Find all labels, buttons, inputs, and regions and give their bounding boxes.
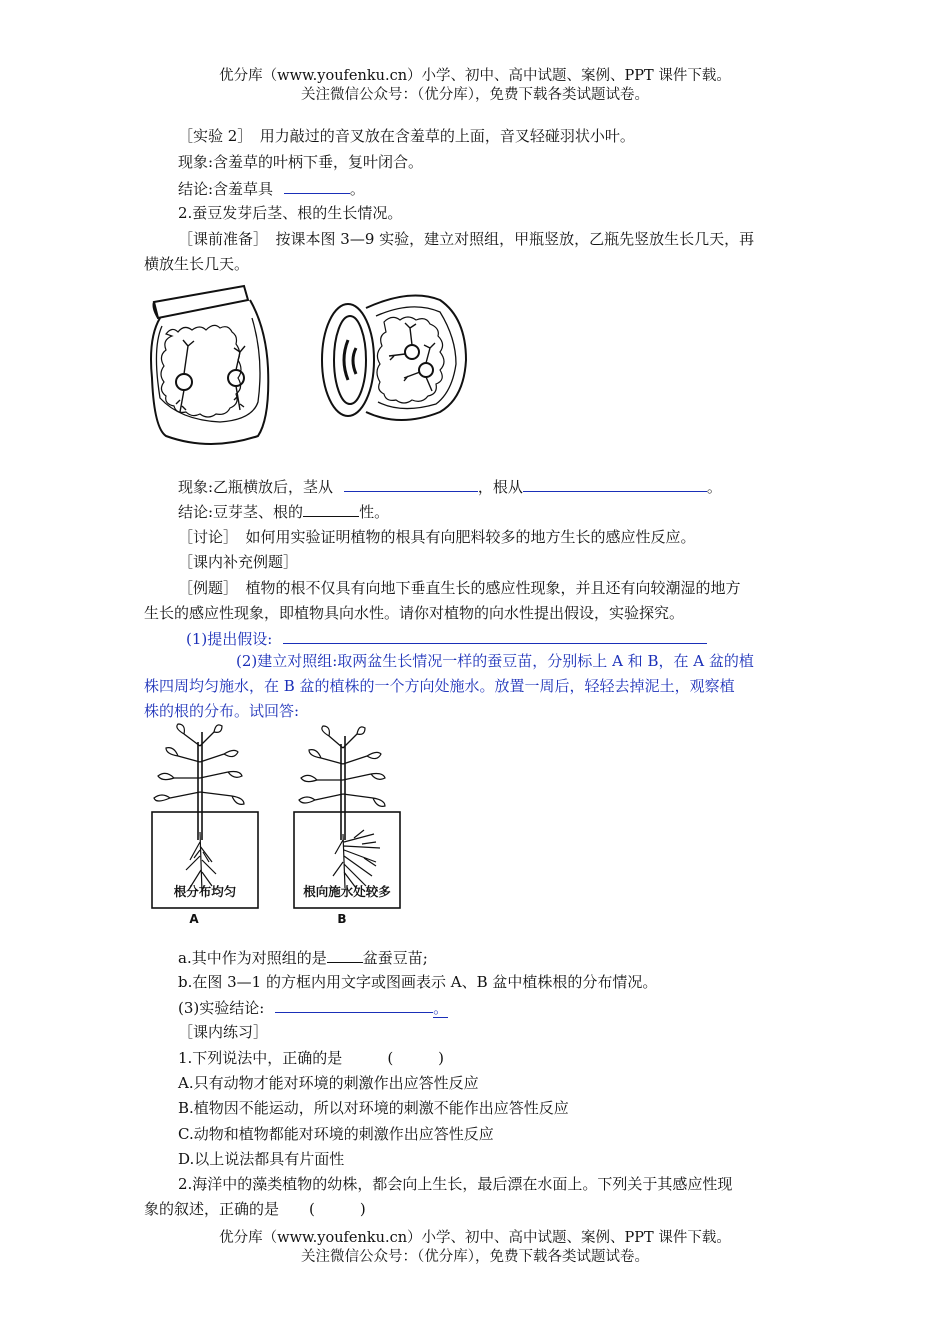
caption-b: B bbox=[337, 912, 347, 926]
footer-line-2: 关注微信公众号：（优分库），免费下载各类试题试卷。 bbox=[301, 1249, 649, 1265]
plant-a-roots bbox=[186, 832, 216, 892]
question-2-line-3: 株的根的分布。试回答: bbox=[144, 702, 300, 720]
question-a-text: a.其中作为对照组的是 bbox=[178, 949, 327, 967]
question-1-hypothesis bbox=[186, 628, 707, 649]
question-b: b.在图 3—1 的方框内用文字或图画表示 A、B 盆中植株根的分布情况。 bbox=[178, 973, 658, 991]
conclusion-2-text-b: 性。 bbox=[359, 503, 390, 521]
footer-line-1: 优分库（www.youfenku.cn）小学、初中、高中试题、案例、PPT 课件下载。 bbox=[219, 1230, 731, 1246]
question-3-end: 。 bbox=[433, 999, 449, 1017]
horizontal-jar-illustration bbox=[322, 296, 466, 421]
question-a-end: 盆蚕豆苗; bbox=[362, 949, 428, 967]
practice-heading: ［课内练习］ bbox=[178, 1023, 269, 1041]
plant-a-stem bbox=[198, 732, 202, 840]
blank-stem-direction[interactable] bbox=[344, 476, 478, 492]
blank-conclusion-1[interactable] bbox=[284, 178, 350, 194]
phenomenon-2-text-a: 现象:乙瓶横放后，茎从 bbox=[178, 478, 334, 496]
phenomenon-2-text-b: ，根从 bbox=[477, 478, 523, 496]
blank-conclusion-3[interactable] bbox=[275, 997, 433, 1013]
jar-figure bbox=[140, 278, 470, 456]
question-a bbox=[178, 947, 428, 968]
phenomenon-2-text-c: 。 bbox=[706, 478, 722, 496]
plant-pots-figure bbox=[142, 722, 402, 928]
question-1-text: (1)提出假设: bbox=[186, 630, 273, 648]
discussion: ［讨论］ 如何用实验证明植物的根具有向肥料较多的地方生长的感应性反应。 bbox=[178, 528, 696, 546]
example-line-1: ［例题］ 植物的根不仅具有向地下垂直生长的感应性现象，并且还有向较潮湿的地方 bbox=[178, 579, 741, 597]
item-2-title: 2.蚕豆发芽后茎、根的生长情况。 bbox=[178, 204, 403, 222]
caption-a: A bbox=[189, 912, 199, 926]
conclusion-1-text: 结论:含羞草具 bbox=[178, 180, 274, 198]
phenomenon-1: 现象:含羞草的叶柄下垂，复叶闭合。 bbox=[178, 153, 424, 171]
plant-b-roots bbox=[333, 830, 380, 888]
conclusion-2-text-a: 结论:豆芽茎、根的 bbox=[178, 503, 304, 521]
pot-b-label: 根向施水处较多 bbox=[303, 884, 391, 899]
blank-root-direction[interactable] bbox=[523, 476, 707, 492]
blank-control-group[interactable] bbox=[327, 947, 363, 963]
question-3 bbox=[178, 997, 448, 1018]
question-2-line-1: (2)建立对照组:取两盆生长情况一样的蚕豆苗，分别标上 A 和 B，在 A 盆的植 bbox=[236, 652, 754, 670]
upright-jar-illustration bbox=[151, 286, 268, 444]
practice-q2-line-1: 2.海洋中的藻类植物的幼株，都会向上生长，最后漂在水面上。下列关于其感应性现 bbox=[178, 1175, 733, 1193]
practice-q1-option-a: A.只有动物才能对环境的刺激作出应答性反应 bbox=[178, 1074, 479, 1092]
conclusion-1-end: 。 bbox=[349, 180, 365, 198]
conclusion-1 bbox=[178, 178, 365, 199]
practice-q2-line-2: 象的叙述，正确的是 ( ) bbox=[144, 1200, 366, 1218]
prep-line-2: 横放生长几天。 bbox=[144, 255, 250, 273]
blank-conclusion-2[interactable] bbox=[303, 501, 359, 517]
practice-q1-option-c: C.动物和植物都能对环境的刺激作出应答性反应 bbox=[178, 1125, 494, 1143]
practice-q1-option-d: D.以上说法都具有片面性 bbox=[178, 1150, 345, 1168]
question-2-line-2: 株四周均匀施水，在 B 盆的植株的一个方向处施水。放置一周后，轻轻去掉泥土，观察植 bbox=[144, 677, 735, 695]
pot-a-label: 根分布均匀 bbox=[173, 884, 237, 899]
experiment-2-text: ［实验 2］ 用力敲过的音叉放在含羞草的上面，音叉轻碰羽状小叶。 bbox=[178, 127, 635, 145]
practice-q1-option-b: B.植物因不能运动，所以对环境的刺激不能作出应答性反应 bbox=[178, 1099, 569, 1117]
conclusion-2 bbox=[178, 501, 389, 522]
header-line-1: 优分库（www.youfenku.cn）小学、初中、高中试题、案例、PPT 课件下载。 bbox=[219, 68, 731, 84]
practice-q1: 1.下列说法中，正确的是 ( ) bbox=[178, 1049, 445, 1067]
extra-examples-heading: ［课内补充例题］ bbox=[178, 553, 299, 571]
header-line-2: 关注微信公众号：（优分库），免费下载各类试题试卷。 bbox=[301, 87, 649, 103]
prep-line-1: ［课前准备］ 按课本图 3—9 实验，建立对照组，甲瓶竖放，乙瓶先竖放生长几天，再 bbox=[178, 230, 755, 248]
example-line-2: 生长的感应性现象，即植物具向水性。请你对植物的向水性提出假设，实验探究。 bbox=[144, 604, 685, 622]
plant-b-stem bbox=[341, 736, 345, 840]
phenomenon-2 bbox=[178, 476, 722, 497]
blank-hypothesis[interactable] bbox=[283, 628, 707, 644]
question-3-text: (3)实验结论: bbox=[178, 999, 265, 1017]
